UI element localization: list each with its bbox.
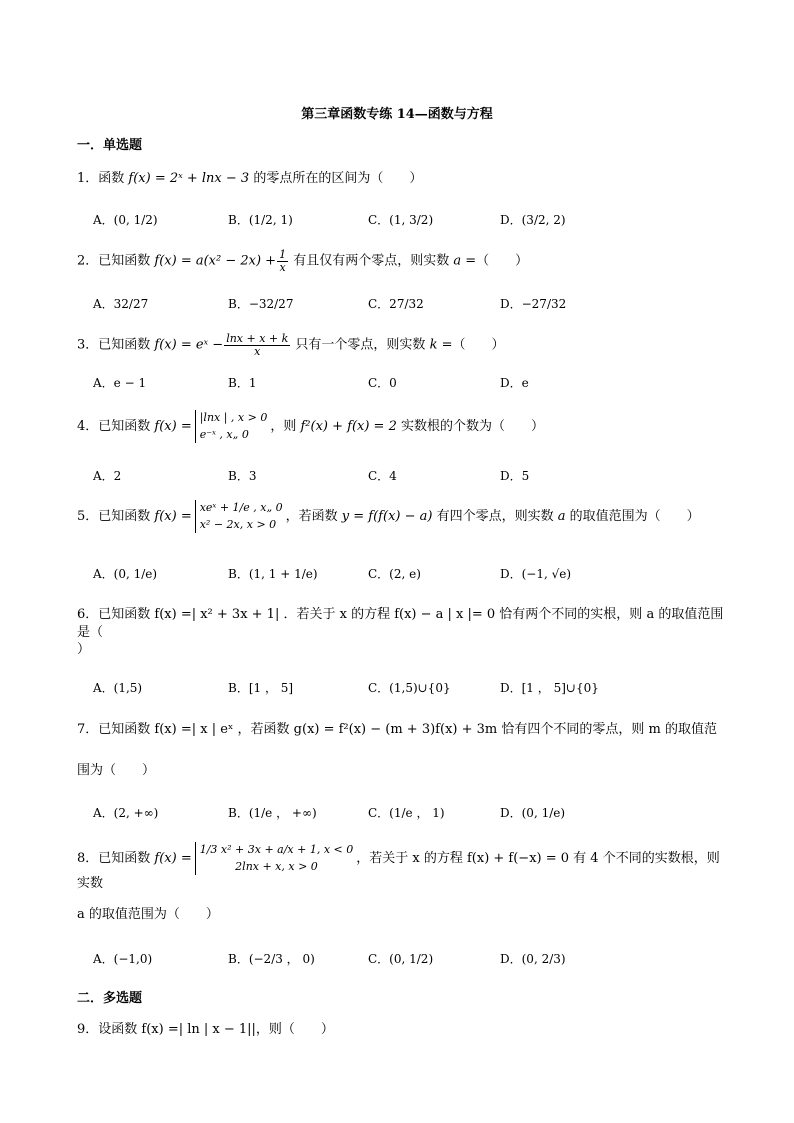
question-4 <box>77 410 727 443</box>
q5-text-d: 的取值范围为（ ） <box>565 509 700 524</box>
q5-var: a <box>557 509 566 524</box>
q8-text-b: ，若关于 x 的方程 f(x) + f(−x) = 0 有 4 个不同的实数根，则实数 <box>77 851 720 891</box>
q5-option-b[interactable]: B．(1, 1 + 1/e) <box>228 567 318 581</box>
q1-option-a[interactable]: A．(0, 1/2) <box>93 213 158 227</box>
q6-option-c[interactable]: C．(1,5)∪{0} <box>368 681 451 695</box>
q4-piecewise <box>195 410 268 443</box>
q6-option-d[interactable]: D．[1 ， 5]∪{0} <box>500 681 599 695</box>
q6-option-a[interactable]: A．(1,5) <box>93 681 143 695</box>
q4-option-d[interactable]: D．5 <box>500 469 530 483</box>
q8-text-a: 8．已知函数 <box>77 851 155 866</box>
q1-text-a: 1．函数 <box>77 171 129 186</box>
q2-option-b[interactable]: B．−32/27 <box>228 297 294 311</box>
q3-frac-num: lnx + x + k <box>226 332 289 345</box>
q4-case-1: |lnx | , x > 0 <box>199 411 268 424</box>
question-7-cont: 围为（ ） <box>77 763 156 778</box>
question-8 <box>77 842 727 893</box>
q2-text-a: 2．已知函数 <box>77 253 155 269</box>
question-6: 6．已知函数 f(x) =| x² + 3x + 1| ．若关于 x 的方程 f(x) − a | x |= 0 恰有两个不同的实根，则 a 的取值范围是（ <box>77 607 724 640</box>
q3-option-b[interactable]: B．1 <box>228 376 257 390</box>
q1-option-b[interactable]: B．(1/2, 1) <box>228 213 293 227</box>
q5-option-c[interactable]: C．(2, e) <box>368 567 421 581</box>
q7-option-d[interactable]: D．(0, 1/e) <box>500 806 566 820</box>
q3-var: k <box>429 337 438 353</box>
q3-fraction <box>224 333 290 357</box>
question-6-cont: ） <box>77 642 91 657</box>
question-1 <box>77 170 727 188</box>
q7-option-a[interactable]: A．(2, +∞) <box>93 806 159 820</box>
q4-formula: f(x) = <box>154 419 192 434</box>
q3-option-c[interactable]: C．0 <box>368 376 397 390</box>
q1-text-b: 的零点所在的区间为（ ） <box>249 171 423 186</box>
section-multi-choice: 二．多选题 <box>77 991 143 1006</box>
q2-fraction <box>277 249 288 273</box>
q4-option-c[interactable]: C．4 <box>368 469 397 483</box>
q3-option-a[interactable]: A．e − 1 <box>93 376 147 390</box>
q3-frac-den: x <box>254 344 261 358</box>
q8-option-a[interactable]: A．(−1,0) <box>93 952 153 966</box>
q1-formula: f(x) = 2ˣ + lnx − 3 <box>128 171 250 186</box>
q2-frac-num: 1 <box>279 248 287 261</box>
q8-case-2: 2lnx + x, x > 0 <box>235 859 318 873</box>
question-2 <box>77 249 727 273</box>
q5-text-b: ，若函数 <box>285 509 342 524</box>
q2-option-a[interactable]: A．32/27 <box>93 297 149 311</box>
q5-option-d[interactable]: D．(−1, √e) <box>500 567 572 581</box>
q5-formula: f(x) = <box>154 509 192 524</box>
q8-formula: f(x) = <box>154 851 192 866</box>
question-8-cont: a 的取值范围为（ ） <box>77 907 219 922</box>
q4-formula-2: f²(x) + f(x) = 2 <box>300 419 397 434</box>
q3-text-a: 3．已知函数 <box>77 337 155 353</box>
q3-text-b: 只有一个零点，则实数 <box>291 337 430 353</box>
q4-text-b: ，则 <box>270 419 301 434</box>
q4-text-a: 4．已知函数 <box>77 419 155 434</box>
q7-option-c[interactable]: C．(1/e ， 1) <box>368 806 445 820</box>
q2-option-d[interactable]: D．−27/32 <box>500 297 567 311</box>
q4-text-c: 实数根的个数为（ ） <box>396 419 544 434</box>
q5-case-1: xeˣ + 1/e , x„ 0 <box>199 501 283 514</box>
q5-option-a[interactable]: A．(0, 1/e) <box>93 567 158 581</box>
q5-text-a: 5．已知函数 <box>77 509 155 524</box>
q8-piecewise <box>195 842 354 875</box>
page-title: 第三章函数专练 14—函数与方程 <box>301 107 493 122</box>
q4-option-b[interactable]: B．3 <box>228 469 257 483</box>
q2-frac-den: x <box>279 260 286 274</box>
question-5 <box>77 500 727 533</box>
q1-option-d[interactable]: D．(3/2, 2) <box>500 213 566 227</box>
q7-option-b[interactable]: B．(1/e ， +∞) <box>228 806 317 820</box>
question-9: 9．设函数 f(x) =| ln | x − 1||，则（ ） <box>77 1022 334 1037</box>
q2-option-c[interactable]: C．27/32 <box>368 297 424 311</box>
q8-case-1: 1/3 x² + 3x + a/x + 1, x < 0 <box>199 843 354 856</box>
q6-option-b[interactable]: B．[1 ， 5] <box>228 681 294 695</box>
q5-piecewise <box>195 500 283 533</box>
question-7: 7．已知函数 f(x) =| x | eˣ ，若函数 g(x) = f²(x) − (m + 3)f(x) + 3m 恰有四个不同的零点，则 m 的取值范 <box>77 722 717 737</box>
q2-var: a <box>453 253 462 269</box>
q4-option-a[interactable]: A．2 <box>93 469 122 483</box>
q2-text-c: =（ ） <box>461 253 529 269</box>
q3-formula: f(x) = eˣ − <box>154 337 224 353</box>
q5-formula-2: y = f(f(x) − a) <box>341 509 433 524</box>
q5-case-2: x² − 2x, x > 0 <box>199 517 277 531</box>
q4-case-2: e⁻ˣ , x„ 0 <box>199 427 249 441</box>
question-3 <box>77 333 727 357</box>
q8-option-b[interactable]: B．(−2/3 ， 0) <box>228 952 315 966</box>
q1-option-c[interactable]: C．(1, 3/2) <box>368 213 434 227</box>
q3-option-d[interactable]: D．e <box>500 376 529 390</box>
q5-text-c: 有四个零点，则实数 <box>432 509 558 524</box>
q2-text-b: 有且仅有两个零点，则实数 <box>289 253 454 269</box>
q2-formula: f(x) = a(x² − 2x) + <box>154 253 277 269</box>
q8-option-c[interactable]: C．(0, 1/2) <box>368 952 434 966</box>
section-single-choice: 一．单选题 <box>77 138 143 153</box>
q3-text-c: =（ ） <box>437 337 505 353</box>
q8-option-d[interactable]: D．(0, 2/3) <box>500 952 566 966</box>
